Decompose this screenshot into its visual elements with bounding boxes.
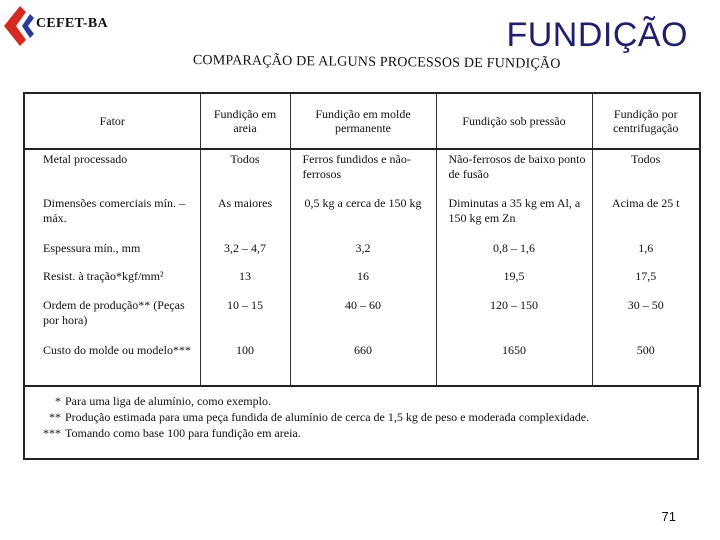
table-cell: Diminutas a 35 kg em Al, a 150 kg em Zn <box>436 194 592 239</box>
table-footnotes <box>23 387 699 460</box>
footnote-text: Tomando como base 100 para fundição em areia. <box>65 426 301 440</box>
table-cell: 13 <box>200 267 290 296</box>
table-cell: 3,2 <box>290 239 436 268</box>
factor-cell: Espessura mín., mm <box>24 239 200 268</box>
table-header-row <box>24 93 700 149</box>
table-row <box>24 149 700 194</box>
table-cell: 500 <box>592 341 700 386</box>
logo-text: CEFET-BA <box>36 16 108 31</box>
column-header: Fundição em molde permanente <box>290 93 436 149</box>
table-cell: 19,5 <box>436 267 592 296</box>
factor-cell: Metal processado <box>24 149 200 194</box>
footnote <box>25 409 697 425</box>
factor-cell: Ordem de produção** (Peças por hora) <box>24 296 200 341</box>
table-row <box>24 296 700 341</box>
table-row <box>24 341 700 386</box>
factor-cell: Resist. à tração*kgf/mm² <box>24 267 200 296</box>
table-cell: 120 – 150 <box>436 296 592 341</box>
column-header: Fundição por centrifugação <box>592 93 700 149</box>
factor-cell: Dimensões comerciais mín. – máx. <box>24 194 200 239</box>
table-cell: Todos <box>592 149 700 194</box>
table-cell: 40 – 60 <box>290 296 436 341</box>
table-cell: 10 – 15 <box>200 296 290 341</box>
comparison-table <box>23 92 701 387</box>
footnote-mark: ** <box>49 410 61 424</box>
table-cell: Todos <box>200 149 290 194</box>
page-number: 71 <box>661 509 676 524</box>
column-header: Fator <box>24 93 200 149</box>
table-cell: 30 – 50 <box>592 296 700 341</box>
footnote-mark: *** <box>43 426 61 440</box>
table-cell: 0,8 – 1,6 <box>436 239 592 268</box>
table-row <box>24 194 700 239</box>
footnote-mark: * <box>55 394 61 408</box>
cefet-logo-icon <box>2 4 36 48</box>
table-cell: As maiores <box>200 194 290 239</box>
footnote <box>25 393 697 409</box>
document-subtitle: COMPARAÇÃO DE ALGUNS PROCESSOS DE FUNDIÇÃO <box>192 53 561 72</box>
cefet-logo <box>2 4 122 48</box>
footnote-text: Para uma liga de alumínio, como exemplo. <box>65 394 271 408</box>
column-header: Fundição sob pressão <box>436 93 592 149</box>
footnote <box>25 425 697 441</box>
table-cell: 16 <box>290 267 436 296</box>
table-row <box>24 267 700 296</box>
table-cell: 3,2 – 4,7 <box>200 239 290 268</box>
table-cell: 1,6 <box>592 239 700 268</box>
table-cell: 1650 <box>436 341 592 386</box>
table-row <box>24 239 700 268</box>
table-cell: Acima de 25 t <box>592 194 700 239</box>
column-header: Fundição em areia <box>200 93 290 149</box>
table-cell: 660 <box>290 341 436 386</box>
footnote-text: Produção estimada para uma peça fundida de alumínio de cerca de 1,5 kg de peso e moderada complexidade. <box>65 410 590 424</box>
slide-title: FUNDIÇÃO <box>506 16 688 54</box>
table-cell: 100 <box>200 341 290 386</box>
table-cell: 17,5 <box>592 267 700 296</box>
table-cell: Não-ferrosos de baixo ponto de fusão <box>436 149 592 194</box>
table-cell: Ferros fundidos e não-ferrosos <box>290 149 436 194</box>
factor-cell: Custo do molde ou modelo*** <box>24 341 200 386</box>
table-cell: 0,5 kg a cerca de 150 kg <box>290 194 436 239</box>
